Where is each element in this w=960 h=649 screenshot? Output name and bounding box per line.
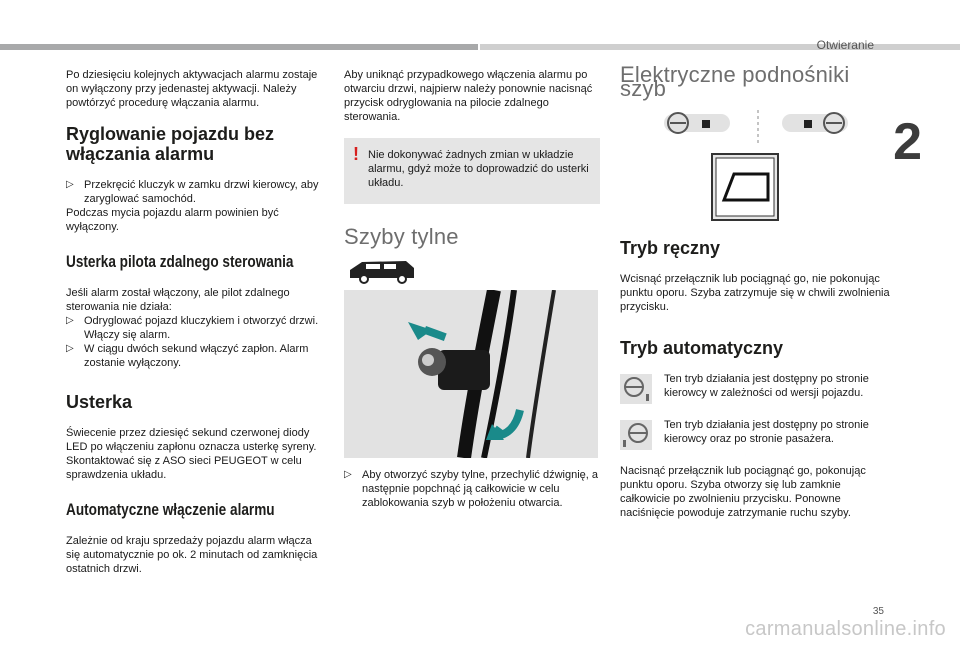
watermark: carmanualsonline.info [745, 618, 946, 640]
bullet-arrow-icon: ▷ [66, 179, 74, 190]
lock-note: Podczas mycia pojazdu alarm powinien być wyłączony. [66, 207, 279, 233]
list-item: ▷ Odryglować pojazd kluczykiem i otworzyć drzwi. Włączy się alarm. [66, 315, 319, 341]
intro-text: Aby uniknąć przypadkowego włączenia alarmu po otwarciu drzwi, najpierw należy ponownie nacisnąć przycisk odryglowania na pilocie zdalnego sterowania. [344, 69, 593, 123]
heading-lock-without-alarm: Ryglowanie pojazdu bez włączania alarmu [66, 124, 275, 164]
column-middle [344, 68, 600, 510]
lever-drawing [344, 290, 598, 458]
steering-wheel-icon [620, 374, 652, 404]
bullet-arrow-icon: ▷ [66, 343, 74, 354]
heading-manual-mode: Tryb ręczny [620, 238, 721, 258]
header-bar-left [0, 44, 478, 50]
auto-alarm-text: Zależnie od kraju sprzedaży pojazdu alarm włącza się automatycznie po ok. 2 minutach od zamknięcia ostatnich drzwi. [66, 535, 318, 575]
van-silhouette-icon [346, 258, 418, 284]
heading-fault: Usterka [66, 392, 133, 412]
section-title: Otwieranie [816, 38, 874, 52]
bullet-arrow-icon: ▷ [66, 315, 74, 326]
fault-text-1: Świecenie przez dziesięć sekund czerwonej diody LED po włączeniu zapłonu oznacza usterkę syreny. [66, 427, 317, 453]
list-item: ▷ Aby otworzyć szyby tylne, przechylić dźwignię, a następnie popchnąć ją całkowicie w celu zablokowania szyb w położeniu otwarcia. [344, 469, 598, 509]
heading-auto-alarm: Automatyczne włączenie alarmu [66, 500, 275, 519]
bullet-arrow-icon: ▷ [344, 469, 352, 480]
list-item: ▷ W ciągu dwóch sekund włączyć zapłon. Alarm zostanie wyłączony. [66, 343, 309, 369]
steering-wheel-icon [620, 420, 652, 450]
list-item: Ten tryb działania jest dostępny po stronie kierowcy w zależności od wersji pojazdu. [620, 372, 890, 404]
remote-text: Jeśli alarm został włączony, ale pilot zdalnego sterowania nie działa: [66, 287, 290, 313]
window-switch-icon [710, 152, 780, 222]
column-left [66, 68, 328, 576]
heading-rear-windows: Szyby tylne [344, 224, 459, 249]
header-bar-right [480, 44, 960, 50]
rear-window-illustration [344, 290, 598, 458]
fault-text-2: Skontaktować się z ASO sieci PEUGEOT w celu sprawdzenia układu. [66, 455, 302, 481]
chapter-number: 2 [893, 113, 922, 171]
warning-text: Nie dokonywać żadnych zmian w układzie alarmu, gdyż może to doprowadzić do usterki układu. [368, 149, 589, 189]
intro-text: Po dziesięciu kolejnych aktywacjach alarmu zostaje on wyłączony przy jedenastej aktywacji. Należy powtórzyć procedurę włączania alarmu. [66, 69, 318, 109]
steering-wheel-icon [658, 108, 858, 148]
heading-electric-windows: Elektryczne podnośniki szyb [620, 62, 850, 101]
page-number: 35 [872, 606, 884, 617]
heading-automatic-mode: Tryb automatyczny [620, 338, 784, 358]
heading-remote-fault: Usterka pilota zdalnego sterowania [66, 252, 294, 271]
manual-text: Wcisnąć przełącznik lub pociągnąć go, nie pokonując punktu oporu. Szyba zatrzymuje się w chwili zwolnienia przycisku. [620, 273, 890, 313]
warning-box [344, 138, 600, 204]
warning-exclamation-icon: ! [353, 144, 359, 164]
column-right [620, 62, 890, 520]
list-item: Ten tryb działania jest dostępny po stronie kierowcy oraz po stronie pasażera. [620, 418, 890, 450]
list-item: ▷ Przekręcić kluczyk w zamku drzwi kierowcy, aby zaryglować samochód. [66, 179, 319, 205]
automatic-text: Nacisnąć przełącznik lub pociągnąć go, pokonując punktu oporu. Szyba otworzy się lub zamknie całkowicie po zwolnieniu przycisku. Ponowne naciśnięcie powoduje zatrzymanie ruchu szyby. [620, 465, 866, 519]
